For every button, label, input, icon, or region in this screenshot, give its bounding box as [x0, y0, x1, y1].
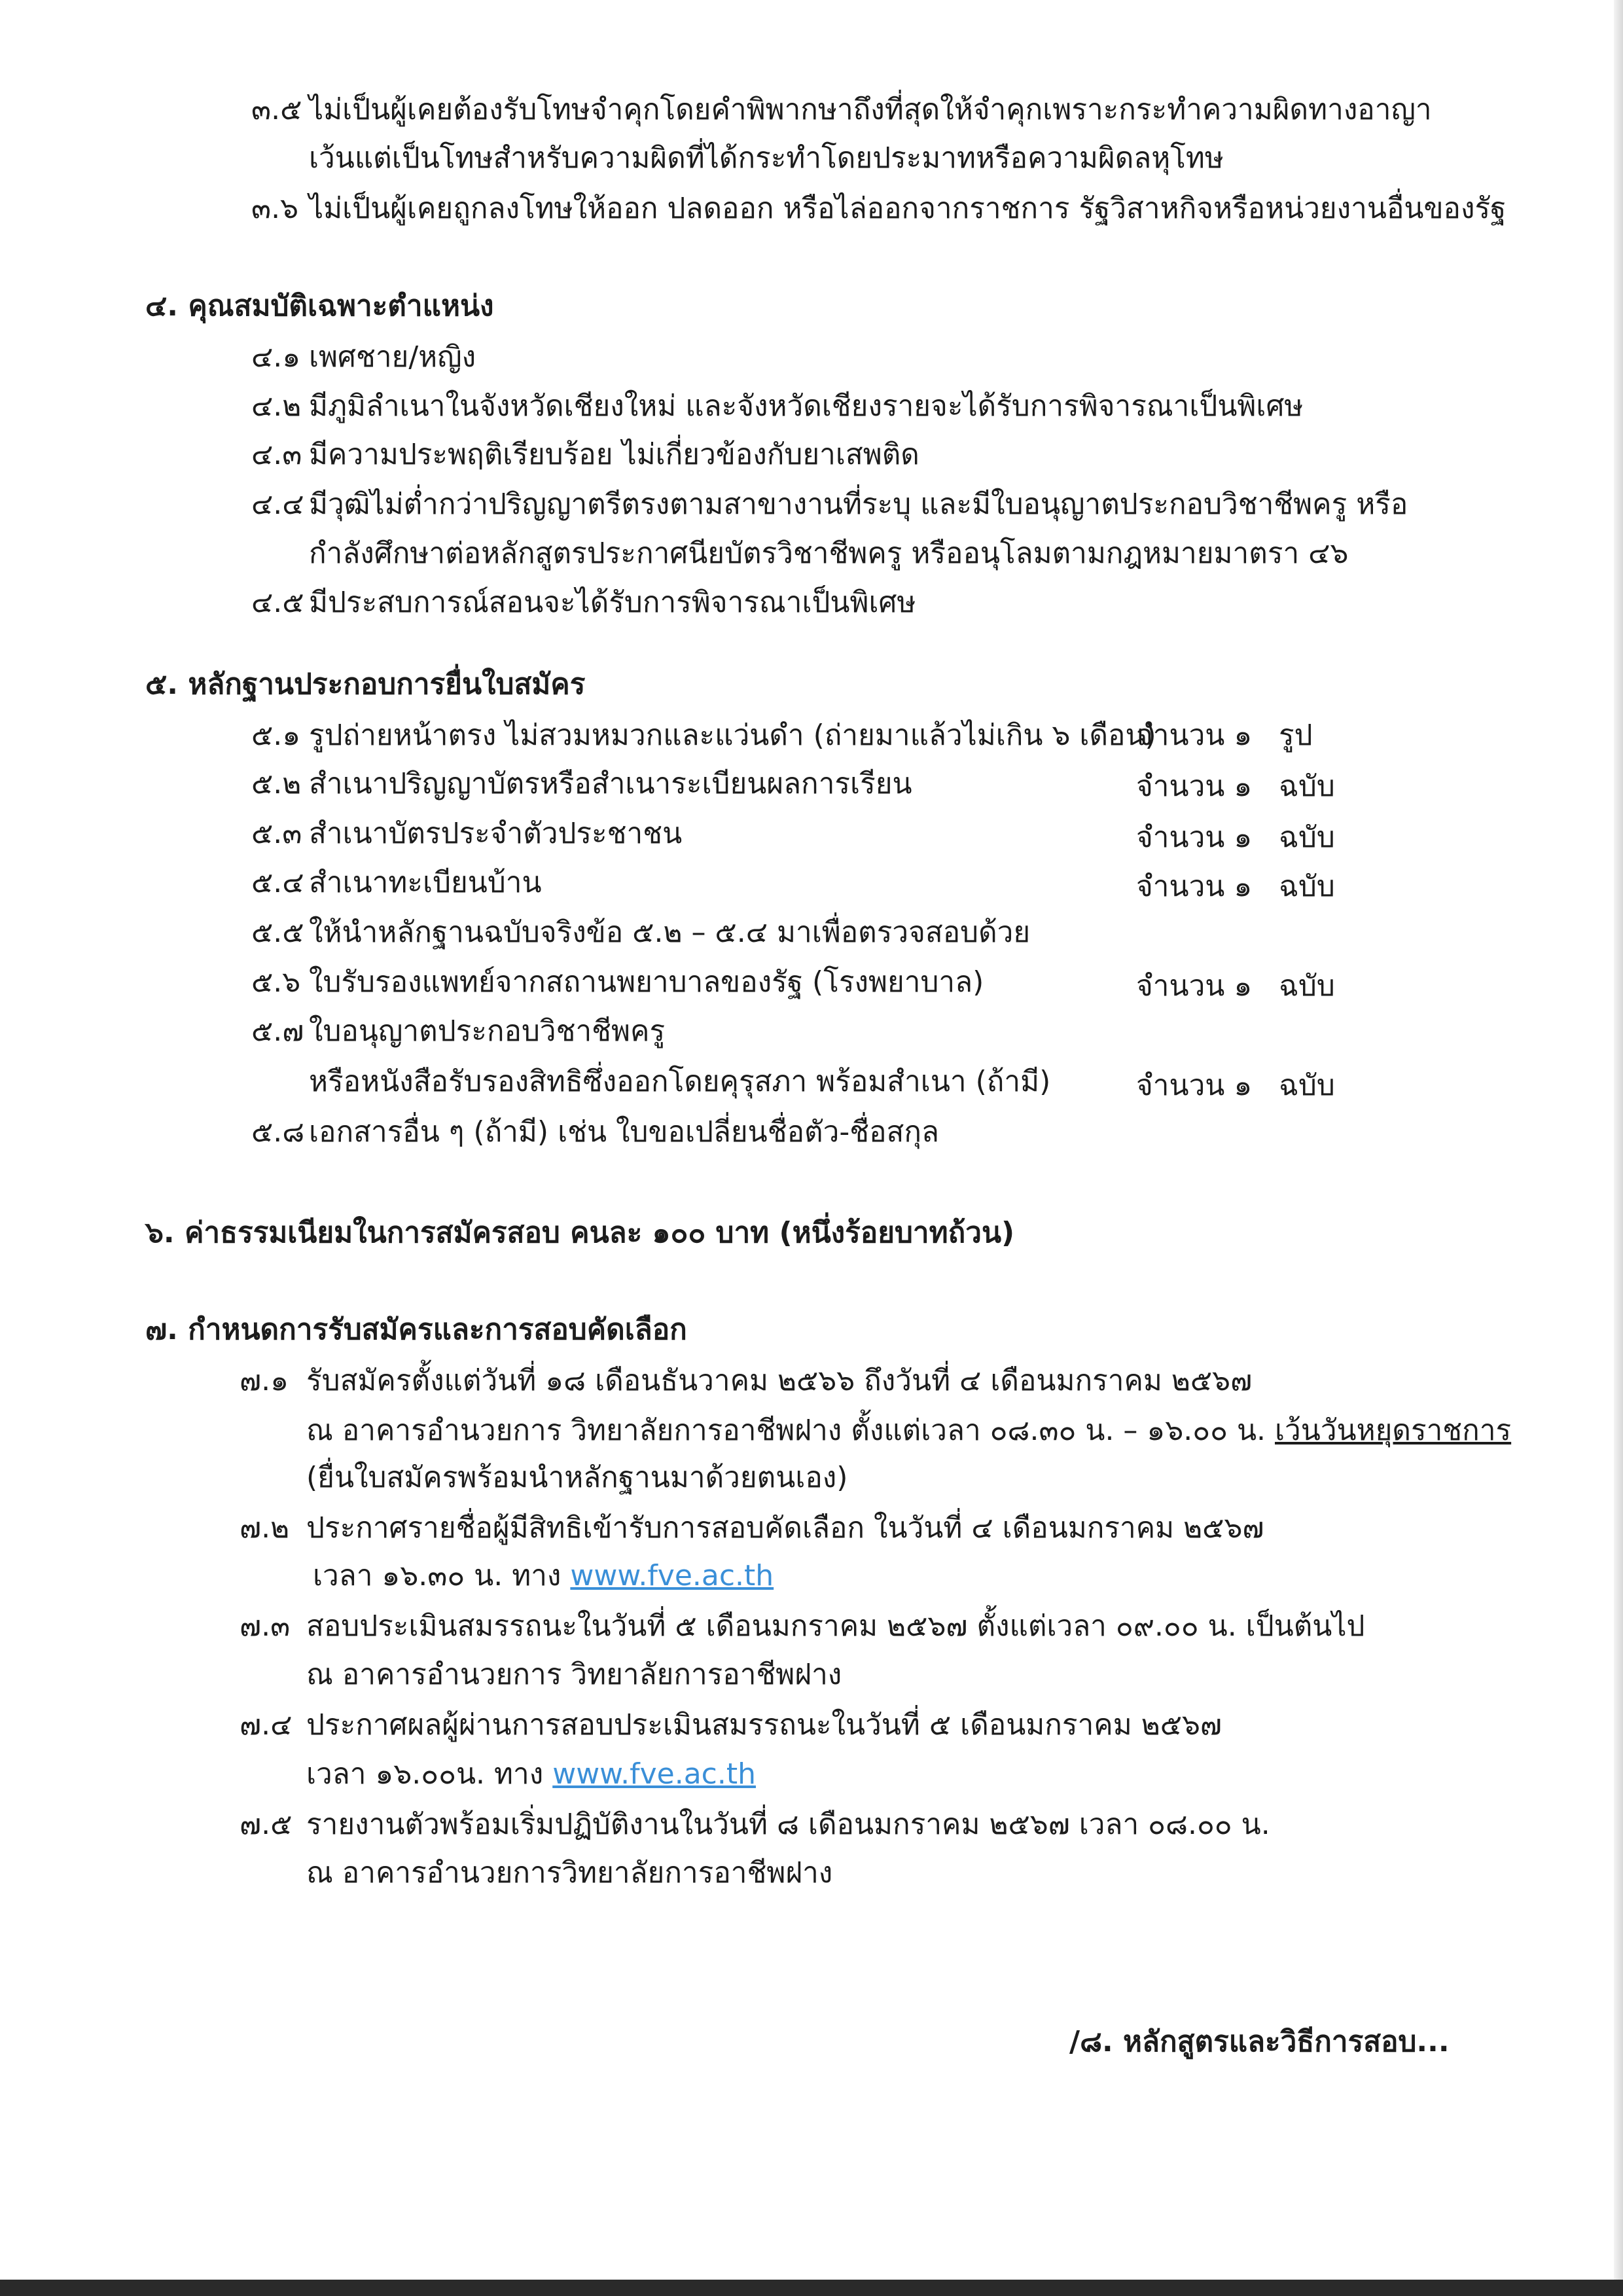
item-4-3-number: ๔.๓ — [251, 438, 302, 471]
item-7-2-text-cont — [313, 1552, 774, 1598]
item-4-5-text: มีประสบการณ์สอนจะได้รับการพิจารณาเป็นพิเศษ — [309, 586, 916, 619]
item-3-5-text: ไม่เป็นผู้เคยต้องรับโทษจำคุกโดยคำพิพากษาถึงที่สุดให้จำคุกเพราะกระทำความผิดทางอาญา — [309, 93, 1432, 126]
item-4-3-text: มีความประพฤติเรียบร้อย ไม่เกี่ยวข้องกับยาเสพติด — [309, 438, 919, 471]
item-5-3-unit: ฉบับ — [1279, 821, 1335, 854]
item-5-3-count: จำนวน ๑ — [1136, 821, 1253, 854]
item-5-2-unit: ฉบับ — [1279, 770, 1335, 803]
scan-edge-bottom — [0, 2280, 1623, 2296]
item-7-4-website-link[interactable]: www.fve.ac.th — [552, 1757, 756, 1791]
item-3-6-number: ๓.๖ — [251, 192, 298, 225]
item-4-1-text: เพศชาย/หญิง — [309, 340, 476, 374]
item-5-1-text: รูปถ่ายหน้าตรง ไม่สวมหมวกและแว่นดำ (ถ่ายมาแล้วไม่เกิน ๖ เดือน) — [309, 719, 1156, 752]
item-7-5-text-cont: ณ อาคารอำนวยการวิทยาลัยการอาชีพฝาง — [306, 1856, 833, 1890]
item-7-5-text: รายงานตัวพร้อมเริ่มปฏิบัติงานในวันที่ ๘ เดือนมกราคม ๒๕๖๗ เวลา ๐๘.๐๐ น. — [306, 1808, 1270, 1841]
item-7-4-text-cont — [306, 1751, 756, 1797]
item-5-7-text-cont: หรือหนังสือรับรองสิทธิซึ่งออกโดยคุรุสภา พร้อมสำเนา (ถ้ามี) — [309, 1065, 1051, 1098]
item-3-6-text: ไม่เป็นผู้เคยถูกลงโทษให้ออก ปลดออก หรือไล่ออกจากราชการ รัฐวิสาหกิจหรือหน่วยงานอื่นของรัฐ — [309, 192, 1507, 225]
item-5-1-count: จำนวน ๑ — [1136, 719, 1253, 752]
section-6-heading: ๖. ค่าธรรมเนียมในการสมัครสอบ คนละ ๑๐๐ บาท (หนึ่งร้อยบาทถ้วน) — [145, 1216, 1015, 1249]
item-5-3-text: สำเนาบัตรประจำตัวประชาชน — [309, 817, 683, 850]
item-7-4-text: ประกาศผลผู้ผ่านการสอบประเมินสมรรถนะในวันที่ ๕ เดือนมกราคม ๒๕๖๗ — [306, 1708, 1222, 1742]
item-5-4-text: สำเนาทะเบียนบ้าน — [309, 866, 542, 899]
section-7-heading: ๗. กำหนดการรับสมัครและการสอบคัดเลือก — [145, 1313, 687, 1346]
item-4-4-text: มีวุฒิไม่ต่ำกว่าปริญญาตรีตรงตามสาขางานที่ระบุ และมีใบอนุญาตประกอบวิชาชีพครู หรือ — [309, 488, 1408, 521]
item-5-7-count: จำนวน ๑ — [1136, 1069, 1253, 1102]
item-5-2-number: ๕.๒ — [251, 767, 302, 800]
item-4-2-number: ๔.๒ — [251, 389, 302, 423]
item-5-4-count: จำนวน ๑ — [1136, 870, 1253, 903]
item-7-2-time: เวลา ๑๖.๓๐ น. ทาง — [313, 1559, 571, 1592]
item-7-2-text: ประกาศรายชื่อผู้มีสิทธิเข้ารับการสอบคัดเลือก ในวันที่ ๔ เดือนมกราคม ๒๕๖๗ — [306, 1511, 1264, 1545]
item-5-8-text: เอกสารอื่น ๆ (ถ้ามี) เช่น ใบขอเปลี่ยนชื่อตัว-ชื่อสกุล — [309, 1115, 939, 1149]
item-5-2-count: จำนวน ๑ — [1136, 770, 1253, 803]
item-5-6-unit: ฉบับ — [1279, 969, 1335, 1003]
item-5-5-text: ให้นำหลักฐานฉบับจริงข้อ ๕.๒ – ๕.๔ มาเพื่อตรวจสอบด้วย — [309, 916, 1031, 949]
item-5-1-number: ๕.๑ — [251, 719, 301, 752]
item-5-6-number: ๕.๖ — [251, 965, 301, 999]
item-5-1-unit: รูป — [1279, 719, 1313, 752]
section-5-heading: ๕. หลักฐานประกอบการยื่นใบสมัคร — [145, 668, 586, 701]
item-7-1-text: รับสมัครตั้งแต่วันที่ ๑๘ เดือนธันวาคม ๒๕๖๖ ถึงวันที่ ๔ เดือนมกราคม ๒๕๖๗ — [306, 1364, 1253, 1397]
item-4-4-text-cont: กำลังศึกษาต่อหลักสูตรประกาศนียบัตรวิชาชีพครู หรืออนุโลมตามกฎหมายมาตรา ๔๖ — [309, 537, 1349, 570]
item-7-1-number: ๗.๑ — [240, 1364, 289, 1397]
continuation-note: /๘. หลักสูตรและวิธีการสอบ... — [1069, 2025, 1450, 2058]
section-4-heading: ๔. คุณสมบัติเฉพาะตำแหน่ง — [145, 289, 494, 323]
item-7-1-text-note: (ยื่นใบสมัครพร้อมนำหลักฐานมาด้วยตนเอง) — [306, 1461, 848, 1494]
item-5-6-count: จำนวน ๑ — [1136, 969, 1253, 1003]
item-4-5-number: ๔.๕ — [251, 586, 304, 619]
item-4-1-number: ๔.๑ — [251, 340, 301, 374]
item-7-2-number: ๗.๒ — [240, 1511, 290, 1545]
item-4-2-text: มีภูมิลำเนาในจังหวัดเชียงใหม่ และจังหวัดเชียงรายจะได้รับการพิจารณาเป็นพิเศษ — [309, 389, 1304, 423]
item-7-4-time: เวลา ๑๖.๐๐น. ทาง — [306, 1757, 553, 1791]
item-5-6-text: ใบรับรองแพทย์จากสถานพยาบาลของรัฐ (โรงพยาบาล) — [309, 965, 984, 999]
item-5-5-number: ๕.๕ — [251, 916, 304, 949]
item-7-1-venue-hours: ณ อาคารอำนวยการ วิทยาลัยการอาชีพฝาง ตั้งแต่เวลา ๐๘.๓๐ น. – ๑๖.๐๐ น. — [306, 1414, 1275, 1447]
item-5-7-text: ใบอนุญาตประกอบวิชาชีพครู — [309, 1014, 666, 1048]
item-5-4-unit: ฉบับ — [1279, 870, 1335, 903]
item-3-5-number: ๓.๕ — [251, 93, 302, 126]
item-7-5-number: ๗.๕ — [240, 1808, 293, 1841]
item-7-2-website-link[interactable]: www.fve.ac.th — [570, 1559, 774, 1592]
item-4-4-number: ๔.๔ — [251, 488, 304, 521]
item-7-3-text-cont: ณ อาคารอำนวยการ วิทยาลัยการอาชีพฝาง — [306, 1658, 842, 1691]
item-7-1-holiday-note: เว้นวันหยุดราชการ — [1275, 1414, 1512, 1447]
item-7-3-text: สอบประเมินสมรรถนะในวันที่ ๕ เดือนมกราคม ๒๕๖๗ ตั้งแต่เวลา ๐๙.๐๐ น. เป็นต้นไป — [306, 1609, 1365, 1643]
scan-edge-right — [1614, 0, 1623, 2296]
item-3-5-text-cont: เว้นแต่เป็นโทษสำหรับความผิดที่ได้กระทำโดยประมาทหรือความผิดลหุโทษ — [309, 141, 1224, 175]
item-5-2-text: สำเนาปริญญาบัตรหรือสำเนาระเบียนผลการเรียน — [309, 767, 912, 800]
item-5-3-number: ๕.๓ — [251, 817, 302, 850]
item-7-1-text-cont — [306, 1407, 1511, 1453]
item-7-4-number: ๗.๔ — [240, 1708, 293, 1742]
item-7-3-number: ๗.๓ — [240, 1609, 291, 1643]
item-5-7-number: ๕.๗ — [251, 1014, 304, 1048]
item-5-4-number: ๕.๔ — [251, 866, 304, 899]
item-5-8-number: ๕.๘ — [251, 1115, 305, 1149]
item-5-7-unit: ฉบับ — [1279, 1069, 1335, 1102]
